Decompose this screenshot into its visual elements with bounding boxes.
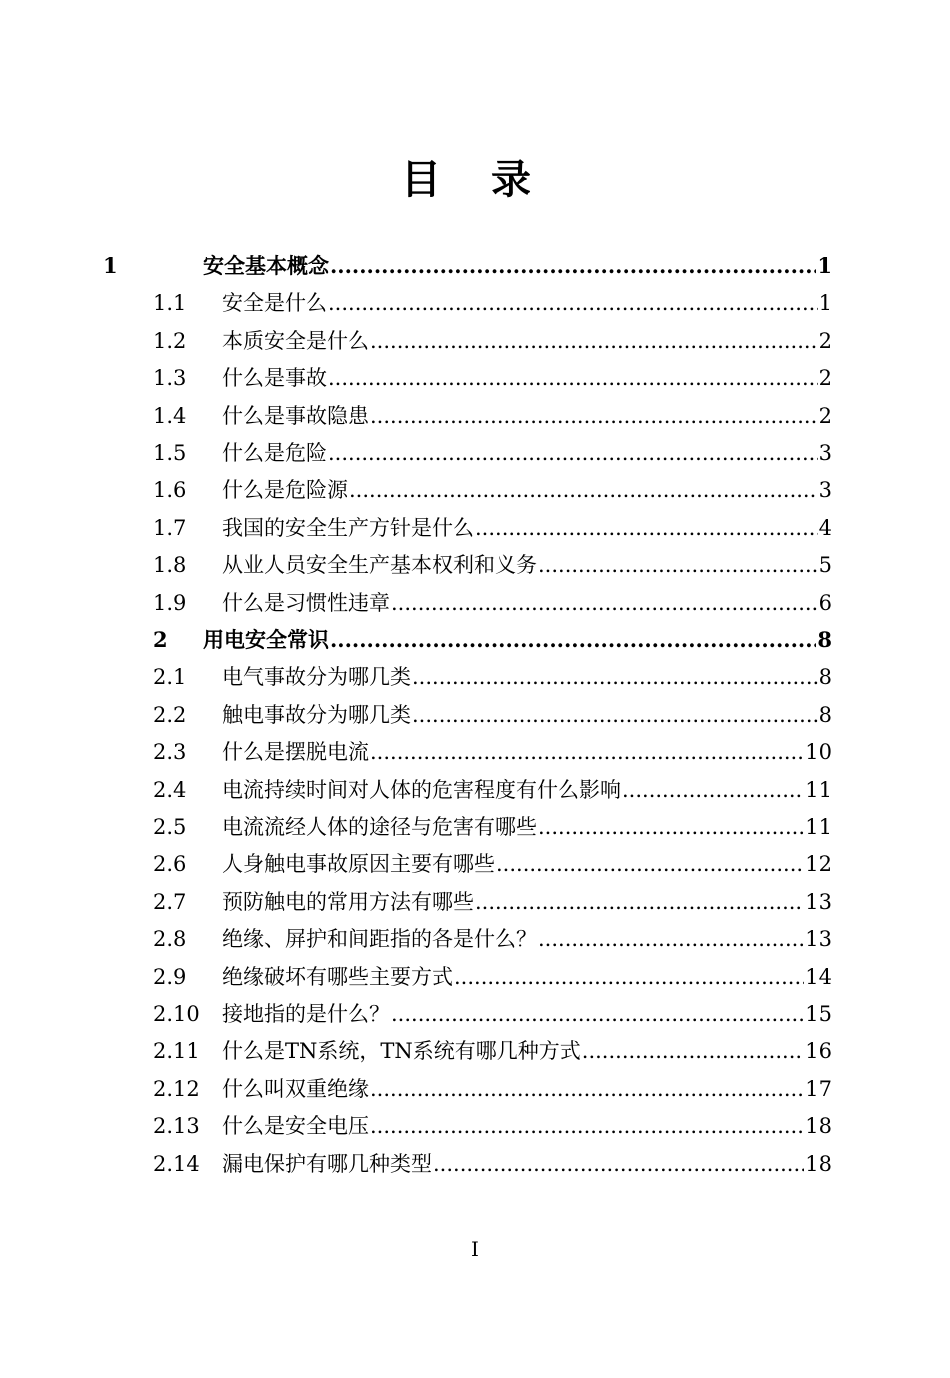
toc-entry-number: 2.3 [153,740,187,765]
toc-dot-leader [328,286,818,320]
toc-entry-title: 绝缘破坏有哪些主要方式 [222,964,453,989]
toc-entry[interactable] [153,473,832,507]
toc-dot-leader [622,773,804,807]
toc-dot-leader [433,1147,804,1181]
toc-entry-page: 2 [818,366,832,391]
toc-entry-page: 18 [805,1114,832,1139]
toc-entry-page: 3 [818,441,832,465]
toc-entry[interactable] [153,324,832,358]
toc-dot-leader [538,810,804,844]
toc-dot-leader [412,698,818,732]
toc-entry[interactable] [153,623,832,657]
toc-entry[interactable] [153,586,832,620]
toc-entry-number: 2.9 [153,964,187,989]
toc-entry-number: 2.1 [153,665,187,690]
toc-entry[interactable] [153,773,832,807]
toc-entry-number: 1 [103,253,118,278]
toc-entry-page: 11 [805,777,832,802]
toc-entry-title: 什么是TN系统，TN系统有哪几种方式 [222,1039,581,1064]
toc-dot-leader [328,436,818,470]
toc-dot-leader [330,623,816,657]
toc-entry[interactable] [153,660,832,694]
toc-entry-title: 绝缘、屏护和间距指的各是什么？ [222,927,537,952]
toc-entry-number: 1.4 [153,403,187,428]
toc-entry-title: 预防触电的常用方法有哪些 [222,889,474,914]
toc-entry-page: 13 [805,927,832,952]
toc-entry-title: 安全是什么 [222,291,327,316]
toc-dot-leader [412,660,818,694]
toc-dot-leader [582,1034,805,1068]
toc-dot-leader [370,399,818,433]
toc-entry-number: 1.6 [153,478,187,503]
toc-entry-page: 15 [805,1002,832,1026]
toc-entry-title: 本质安全是什么 [222,328,369,353]
toc-entry[interactable] [153,1147,832,1181]
toc-dot-leader [538,548,818,582]
toc-entry-page: 8 [817,627,832,652]
toc-entry-number: 2.14 [153,1151,200,1176]
toc-dot-leader [391,997,804,1031]
toc-entry-page: 18 [805,1151,832,1176]
toc-entry-page: 3 [818,478,832,503]
toc-entry-number: 1.3 [153,366,187,391]
toc-dot-leader [454,960,804,994]
toc-entry-page: 10 [805,740,832,765]
toc-entry-page: 4 [818,515,832,540]
toc-entry-page: 8 [818,702,832,727]
toc-entry[interactable] [153,511,832,545]
toc-entry[interactable] [153,997,832,1031]
toc-entry-page: 13 [805,889,832,914]
toc-entry-number: 1.8 [153,553,187,578]
toc-entry[interactable] [153,1072,832,1106]
toc-entry-title: 接地指的是什么？ [222,1002,390,1026]
toc-entry-number: 1.5 [153,441,187,465]
toc-entry-number: 2.12 [153,1076,200,1101]
toc-entry-number: 1.1 [153,291,187,316]
page-number: I [471,1237,479,1261]
toc-entry-title: 人身触电事故原因主要有哪些 [222,852,495,877]
toc-entry-page: 16 [805,1039,832,1064]
toc-entry-number: 1.2 [153,328,187,353]
toc-entry-title: 电流流经人体的途径与危害有哪些 [222,815,537,839]
toc-entry-title: 什么是危险源 [222,478,348,503]
toc-entry[interactable] [153,436,832,470]
toc-entry-number: 1.9 [153,590,187,615]
toc-dot-leader [370,1109,804,1143]
toc-entry-page: 2 [818,403,832,428]
toc-entry-number: 2 [153,627,168,652]
toc-dot-leader [370,1072,804,1106]
toc-entry-page: 1 [818,291,832,316]
toc-entry-number: 2.11 [153,1039,200,1064]
toc-dot-leader [475,511,818,545]
toc-dot-leader [370,735,804,769]
toc-entry[interactable] [153,960,832,994]
toc-dot-leader [496,847,804,881]
toc-entry-title: 用电安全常识 [203,627,329,652]
toc-entry-title: 什么是习惯性违章 [222,590,390,615]
toc-entry-number: 2.8 [153,927,187,952]
toc-dot-leader [391,586,818,620]
toc-entry[interactable] [153,548,832,582]
toc-dot-leader [370,324,818,358]
toc-entry-number: 2.10 [153,1002,200,1026]
toc-entry-title: 电气事故分为哪几类 [222,665,411,690]
toc-dot-leader [330,249,816,283]
toc-entry[interactable] [153,1109,832,1143]
toc-entry-title: 什么是事故 [222,366,327,391]
toc-entry-page: 6 [818,590,832,615]
toc-entry-page: 14 [805,964,832,989]
toc-dot-leader [349,473,818,507]
toc-entry-title: 什么是事故隐患 [222,403,369,428]
toc-entry-number: 2.4 [153,777,187,802]
toc-entry-number: 2.7 [153,889,187,914]
toc-dot-leader [475,885,804,919]
toc-entry[interactable] [153,735,832,769]
toc-entry-title: 什么是危险 [222,441,327,465]
toc-entry-page: 1 [817,253,832,278]
toc-entry[interactable] [103,249,832,283]
toc-entry-title: 安全基本概念 [203,253,329,278]
toc-entry-number: 2.5 [153,815,187,839]
toc-entry-number: 2.13 [153,1114,200,1139]
toc-entry[interactable] [153,286,832,320]
toc-entry-title: 什么是摆脱电流 [222,740,369,765]
page-title: 目 录 [401,156,549,203]
toc-dot-leader [538,922,804,956]
toc-entry-title: 触电事故分为哪几类 [222,702,411,727]
toc-entry[interactable] [153,698,832,732]
toc-entry-page: 17 [805,1076,832,1101]
toc-entry[interactable] [153,922,832,956]
toc-entry-page: 12 [805,852,832,877]
toc-entry-title: 漏电保护有哪几种类型 [222,1151,432,1176]
toc-entry-number: 2.6 [153,852,187,877]
toc-entry-title: 什么是安全电压 [222,1114,369,1139]
toc-dot-leader [328,361,818,395]
toc-entry-page: 8 [818,665,832,690]
toc-entry[interactable] [153,885,832,919]
toc-entry[interactable] [153,810,832,844]
toc-entry-title: 我国的安全生产方针是什么 [222,515,474,540]
toc-entry[interactable] [153,847,832,881]
toc-entry-title: 什么叫双重绝缘 [222,1076,369,1101]
toc-entry-page: 11 [805,815,832,839]
toc-entry-title: 从业人员安全生产基本权利和义务 [222,553,537,578]
toc-entry-title: 电流持续时间对人体的危害程度有什么影响 [222,777,621,802]
toc-entry[interactable] [153,1034,832,1068]
toc-entry[interactable] [153,399,832,433]
toc-entry-number: 1.7 [153,515,187,540]
toc-entry-page: 2 [818,328,832,353]
toc-entry-number: 2.2 [153,702,187,727]
toc-entry-page: 5 [818,553,832,578]
toc-entry[interactable] [153,361,832,395]
